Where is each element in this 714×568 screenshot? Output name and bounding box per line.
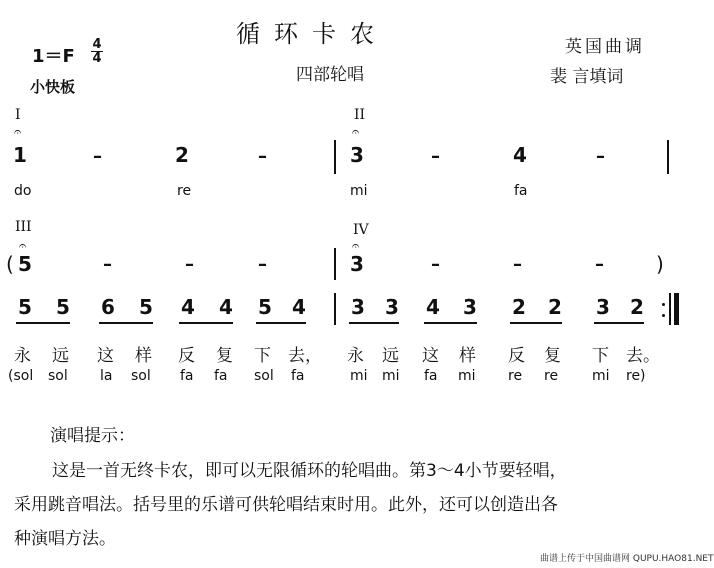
barline	[334, 293, 336, 325]
barline	[334, 140, 336, 174]
lyric: 样	[459, 346, 476, 366]
note: 5	[56, 295, 70, 319]
note: 4	[181, 295, 195, 319]
dash: –	[258, 146, 267, 167]
lyric: 远	[382, 346, 399, 366]
watermark: 曲谱上传于中国曲谱网 QUPU.HAO81.NET	[540, 554, 714, 564]
lyric: 样	[135, 346, 152, 366]
fermata-icon: 𝄐	[19, 239, 27, 254]
lyric: 去，	[288, 346, 322, 366]
eighth-beam	[179, 322, 233, 324]
tips-heading: 演唱提示：	[50, 426, 135, 446]
lyric: 去。	[626, 346, 660, 366]
part-label-3: III	[15, 219, 32, 235]
barline	[667, 140, 669, 174]
solfege: fa	[424, 368, 438, 384]
note: 3	[351, 295, 365, 319]
dash: –	[431, 254, 440, 275]
dash: –	[431, 146, 440, 167]
eighth-beam	[594, 322, 644, 324]
song-subtitle: 四部轮唱	[296, 65, 364, 85]
solfege: mi	[592, 368, 610, 384]
note: 6	[101, 295, 115, 319]
barline	[334, 248, 336, 280]
note: 3	[463, 295, 477, 319]
lyric: 永	[347, 346, 364, 366]
solfege: fa	[180, 368, 194, 384]
lyrics-credit: 裴 言填词	[550, 67, 624, 87]
note: 5	[18, 252, 32, 276]
solfege: mi	[350, 183, 368, 199]
eighth-beam	[99, 322, 153, 324]
eighth-beam	[256, 322, 306, 324]
tempo-marking: 小快板	[30, 78, 76, 96]
dash: –	[596, 146, 605, 167]
solfege: sol	[254, 368, 274, 384]
note: 3	[385, 295, 399, 319]
dash: –	[513, 254, 522, 275]
solfege: do	[14, 183, 32, 199]
lyric: 下	[592, 346, 609, 366]
note: 3	[596, 295, 610, 319]
lyric: 反	[508, 346, 525, 366]
solfege: mi	[382, 368, 400, 384]
part-label-4: IV	[353, 222, 369, 238]
note: 4	[292, 295, 306, 319]
note: 2	[548, 295, 562, 319]
dash: –	[93, 146, 102, 167]
lyric: 复	[216, 346, 233, 366]
tips-line: 采用跳音唱法。括号里的乐谱可供轮唱结束时用。此外，还可以创造出各	[14, 495, 558, 515]
note: 4	[426, 295, 440, 319]
solfege: mi	[458, 368, 476, 384]
solfege: re	[544, 368, 559, 384]
time-signature	[91, 38, 103, 65]
lyric: 下	[254, 346, 271, 366]
time-signature-top: 4	[92, 37, 102, 52]
note: 4	[513, 143, 527, 167]
solfege: re)	[626, 368, 646, 384]
final-barline-thin	[669, 293, 671, 325]
solfege: re	[177, 183, 192, 199]
lyric: 复	[544, 346, 561, 366]
dash: –	[258, 254, 267, 275]
note: 5	[18, 295, 32, 319]
lyric: 这	[97, 346, 114, 366]
fermata-icon: 𝄐	[14, 125, 22, 140]
close-paren: )	[656, 252, 664, 276]
lyric: 永	[14, 346, 31, 366]
note: 3	[350, 143, 364, 167]
note: 4	[219, 295, 233, 319]
lyric: 远	[52, 346, 69, 366]
note: 2	[630, 295, 644, 319]
dash: –	[103, 254, 112, 275]
fermata-icon: 𝄐	[352, 239, 360, 254]
repeat-dot	[662, 314, 665, 317]
solfege: sol	[48, 368, 68, 384]
eighth-beam	[16, 322, 70, 324]
key-signature: 1＝F	[32, 46, 75, 67]
solfege: sol	[131, 368, 151, 384]
solfege: la	[100, 368, 113, 384]
tips-line: 这是一首无终卡农，即可以无限循环的轮唱曲。第3～4小节要轻唱，	[52, 461, 567, 481]
dash: –	[185, 254, 194, 275]
solfege: (sol	[8, 368, 34, 384]
note: 1	[13, 143, 27, 167]
part-label-1: I	[15, 107, 21, 123]
melody-credit: 英国曲调	[565, 37, 645, 57]
note: 5	[258, 295, 272, 319]
solfege: fa	[291, 368, 305, 384]
fermata-icon: 𝄐	[352, 125, 360, 140]
eighth-beam	[424, 322, 477, 324]
repeat-dot	[662, 303, 665, 306]
note: 5	[139, 295, 153, 319]
solfege: fa	[514, 183, 528, 199]
time-signature-bottom: 4	[92, 51, 102, 66]
tips-line: 种演唱方法。	[14, 529, 116, 549]
open-paren: (	[6, 252, 14, 276]
note: 3	[350, 252, 364, 276]
solfege: fa	[214, 368, 228, 384]
eighth-beam	[510, 322, 562, 324]
song-title: 循环卡农	[236, 20, 388, 48]
part-label-2: II	[354, 107, 366, 123]
solfege: re	[508, 368, 523, 384]
note: 2	[512, 295, 526, 319]
note: 2	[175, 143, 189, 167]
eighth-beam	[349, 322, 399, 324]
final-barline-thick	[674, 293, 679, 325]
lyric: 反	[178, 346, 195, 366]
solfege: mi	[350, 368, 368, 384]
dash: –	[595, 254, 604, 275]
lyric: 这	[422, 346, 439, 366]
